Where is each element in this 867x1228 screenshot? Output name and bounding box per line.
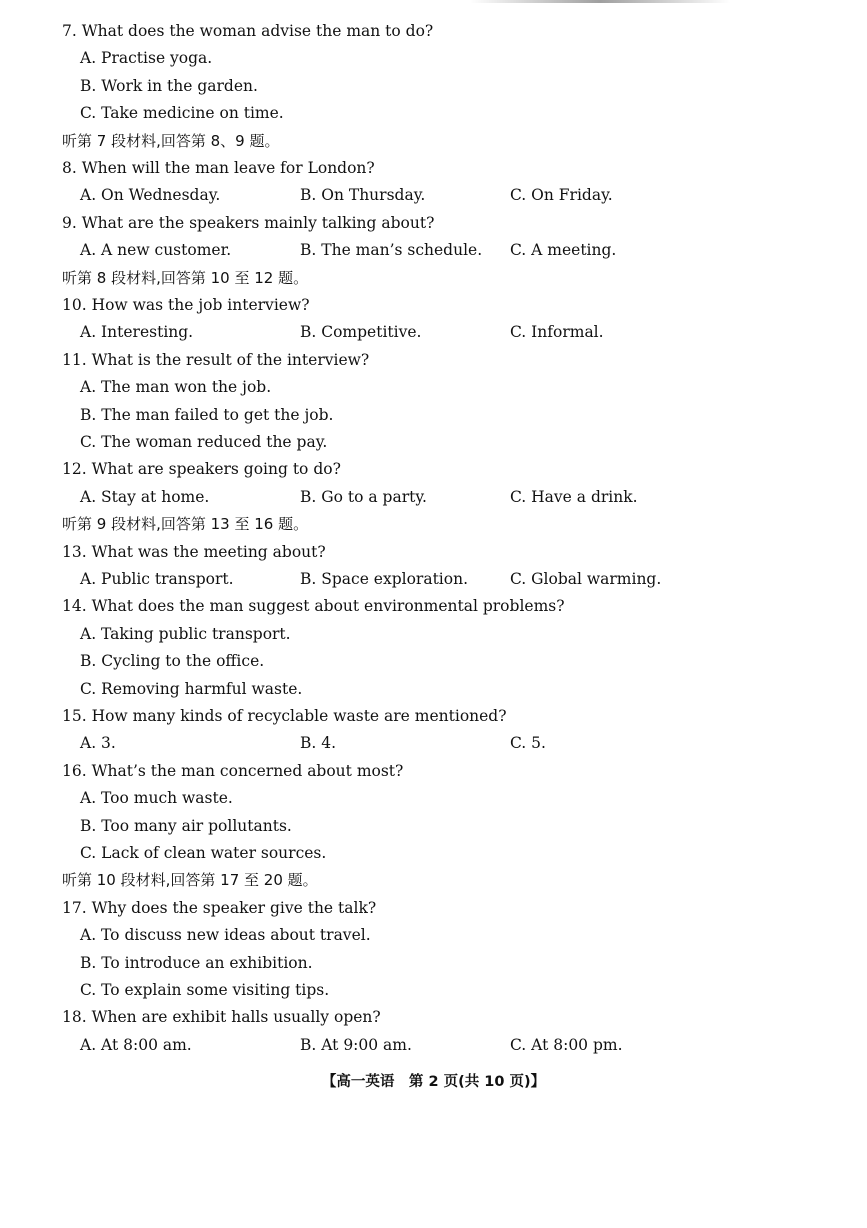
answer-option: C. On Friday. [510, 186, 613, 205]
answer-option: C. A meeting. [510, 241, 617, 260]
option-row [0, 566, 867, 593]
section-instruction: 听第 10 段材料,回答第 17 至 20 题。 [62, 871, 318, 890]
question-text: 15. How many kinds of recyclable waste are mentioned? [62, 707, 507, 725]
answer-option: B. Space exploration. [300, 570, 469, 588]
option-row [0, 1032, 867, 1059]
answer-option: B. Cycling to the office. [80, 652, 265, 671]
page-footer: 【高一英语 第 2 页(共 10 页)】 [321, 1074, 546, 1090]
question-text: 16. What’s the man concerned about most? [62, 761, 404, 780]
answer-option: C. Have a drink. [510, 487, 638, 506]
option-row [0, 484, 867, 511]
question-text: 9. What are the speakers mainly talking about? [62, 213, 435, 232]
answer-option: A. Stay at home. [80, 487, 210, 506]
option-row [0, 730, 867, 757]
section-instruction: 听第 9 段材料,回答第 13 至 16 题。 [62, 515, 309, 534]
answer-option: C. At 8:00 pm. [510, 1035, 623, 1054]
question-text: 7. What does the woman advise the man to do? [62, 22, 434, 40]
scan-top-edge [470, 0, 730, 3]
answer-option: C. 5. [510, 734, 546, 753]
question-text: 8. When will the man leave for London? [62, 159, 375, 177]
answer-option: C. Removing harmful waste. [80, 679, 303, 698]
question-text: 17. Why does the speaker give the talk? [62, 898, 377, 917]
answer-option: B. At 9:00 am. [300, 1035, 412, 1054]
answer-option: C. The woman reduced the pay. [80, 433, 328, 451]
answer-option: B. To introduce an exhibition. [80, 953, 313, 972]
answer-option: A. On Wednesday. [80, 186, 221, 205]
option-row [0, 237, 867, 264]
question-text: 13. What was the meeting about? [62, 542, 326, 561]
answer-option: B. 4. [300, 734, 337, 753]
answer-option: B. Too many air pollutants. [80, 816, 292, 835]
answer-option: A. Practise yoga. [80, 49, 213, 68]
answer-option: C. Global warming. [510, 570, 662, 588]
answer-option: B. Work in the garden. [80, 76, 258, 95]
section-instruction: 听第 7 段材料,回答第 8、9 题。 [62, 131, 280, 150]
answer-option: A. The man won the job. [80, 378, 272, 397]
answer-option: C. To explain some visiting tips. [80, 981, 330, 999]
option-row [0, 182, 867, 209]
answer-option: A. At 8:00 am. [80, 1035, 192, 1054]
answer-option: A. Taking public transport. [80, 624, 291, 643]
answer-option: B. The man’s schedule. [300, 241, 483, 260]
answer-option: C. Informal. [510, 323, 604, 342]
section-instruction: 听第 8 段材料,回答第 10 至 12 题。 [62, 268, 309, 287]
answer-option: A. Public transport. [80, 570, 234, 588]
question-text: 18. When are exhibit halls usually open? [62, 1008, 381, 1027]
question-text: 11. What is the result of the interview? [62, 350, 370, 369]
answer-option: A. 3. [80, 734, 116, 753]
question-text: 12. What are speakers going to do? [62, 460, 341, 479]
option-row [0, 319, 867, 346]
answer-option: A. Interesting. [80, 323, 194, 342]
question-text: 14. What does the man suggest about environmental problems? [62, 597, 565, 616]
answer-option: B. The man failed to get the job. [80, 405, 334, 424]
answer-option: A. To discuss new ideas about travel. [80, 926, 371, 945]
answer-option: C. Lack of clean water sources. [80, 844, 327, 862]
answer-option: B. Go to a party. [300, 487, 427, 506]
answer-option: B. On Thursday. [300, 186, 426, 205]
answer-option: C. Take medicine on time. [80, 104, 284, 123]
question-text: 10. How was the job interview? [62, 296, 310, 314]
answer-option: A. Too much waste. [80, 789, 233, 808]
answer-option: A. A new customer. [80, 241, 232, 260]
answer-option: B. Competitive. [300, 323, 422, 342]
